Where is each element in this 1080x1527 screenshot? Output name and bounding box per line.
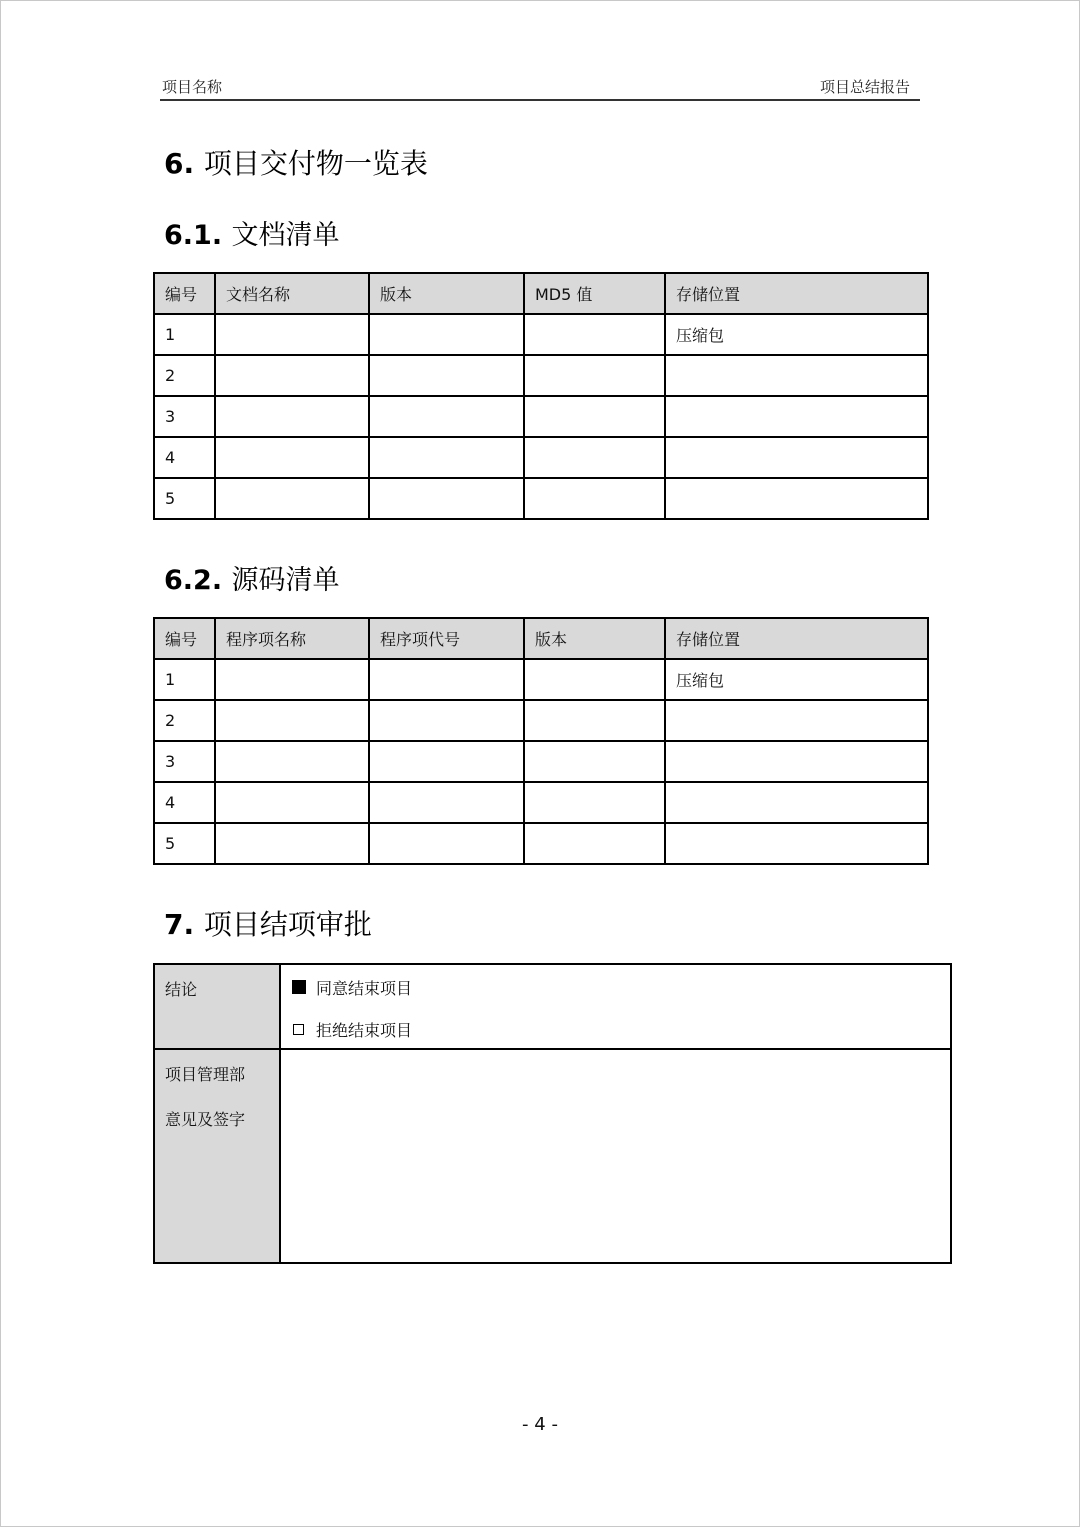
table-cell[interactable]: 压缩包 bbox=[665, 659, 928, 700]
source-list-body bbox=[154, 618, 928, 864]
table-cell[interactable] bbox=[215, 314, 369, 355]
table-cell[interactable] bbox=[524, 659, 665, 700]
approval-table bbox=[153, 963, 952, 1264]
table-row bbox=[154, 659, 928, 700]
table-cell: 3 bbox=[154, 396, 215, 437]
table-cell[interactable] bbox=[215, 741, 369, 782]
column-header: 编号 bbox=[154, 273, 215, 314]
table-cell[interactable] bbox=[369, 741, 524, 782]
table-cell: 1 bbox=[154, 659, 215, 700]
document-list-body bbox=[154, 273, 928, 519]
table-cell[interactable] bbox=[215, 396, 369, 437]
header-project-name: 项目名称 bbox=[162, 78, 223, 96]
table-cell[interactable] bbox=[524, 437, 665, 478]
table-cell[interactable] bbox=[665, 437, 928, 478]
table-cell[interactable] bbox=[665, 355, 928, 396]
column-header: 存储位置 bbox=[665, 273, 928, 314]
column-header: 文档名称 bbox=[215, 273, 369, 314]
option-agree-label: 同意结束项目 bbox=[316, 978, 413, 998]
table-cell: 3 bbox=[154, 741, 215, 782]
table-row bbox=[154, 396, 928, 437]
table-cell[interactable] bbox=[665, 478, 928, 519]
column-header: 程序项名称 bbox=[215, 618, 369, 659]
table-cell[interactable] bbox=[215, 823, 369, 864]
section-6-2-number: 6.2. bbox=[164, 565, 223, 596]
section-6-1-heading bbox=[164, 213, 340, 252]
table-cell[interactable] bbox=[524, 741, 665, 782]
table-row bbox=[154, 314, 928, 355]
conclusion-label: 结论 bbox=[154, 964, 280, 1049]
table-cell: 4 bbox=[154, 437, 215, 478]
table-cell[interactable] bbox=[369, 437, 524, 478]
table-header-row bbox=[154, 273, 928, 314]
table-cell: 5 bbox=[154, 823, 215, 864]
page-number: - 4 - bbox=[522, 1414, 558, 1435]
table-cell[interactable] bbox=[369, 314, 524, 355]
checkbox-checked-icon[interactable] bbox=[292, 980, 306, 994]
table-cell: 1 bbox=[154, 314, 215, 355]
section-6-1-number: 6.1. bbox=[164, 220, 223, 251]
table-cell: 2 bbox=[154, 700, 215, 741]
table-cell[interactable] bbox=[215, 782, 369, 823]
column-header: 存储位置 bbox=[665, 618, 928, 659]
column-header: 程序项代号 bbox=[369, 618, 524, 659]
table-cell[interactable] bbox=[665, 700, 928, 741]
document-list-table bbox=[153, 272, 929, 520]
table-cell[interactable] bbox=[215, 700, 369, 741]
option-agree[interactable] bbox=[292, 977, 949, 997]
opinion-label-line1: 项目管理部 bbox=[165, 1065, 246, 1084]
table-cell[interactable] bbox=[665, 782, 928, 823]
section-7-heading bbox=[164, 903, 372, 943]
table-row bbox=[154, 741, 928, 782]
opinion-signature-field[interactable] bbox=[280, 1049, 951, 1263]
column-header: 版本 bbox=[369, 273, 524, 314]
table-cell[interactable] bbox=[369, 823, 524, 864]
section-6-title: 项目交付物一览表 bbox=[203, 147, 428, 180]
table-row bbox=[154, 823, 928, 864]
section-6-2-title: 源码清单 bbox=[231, 565, 340, 596]
header-rule bbox=[160, 99, 920, 101]
table-cell[interactable] bbox=[524, 314, 665, 355]
table-cell: 5 bbox=[154, 478, 215, 519]
table-cell[interactable]: 压缩包 bbox=[665, 314, 928, 355]
table-cell[interactable] bbox=[665, 741, 928, 782]
table-cell[interactable] bbox=[524, 355, 665, 396]
section-6-2-heading bbox=[164, 558, 340, 597]
table-cell[interactable] bbox=[215, 478, 369, 519]
table-cell[interactable] bbox=[369, 478, 524, 519]
table-cell[interactable] bbox=[215, 659, 369, 700]
table-cell[interactable] bbox=[369, 659, 524, 700]
opinion-label bbox=[154, 1049, 280, 1263]
table-cell[interactable] bbox=[369, 782, 524, 823]
section-6-number: 6. bbox=[164, 147, 195, 180]
table-row bbox=[154, 700, 928, 741]
table-cell[interactable] bbox=[215, 355, 369, 396]
table-cell[interactable] bbox=[665, 823, 928, 864]
table-row bbox=[154, 355, 928, 396]
option-reject[interactable] bbox=[292, 1019, 949, 1039]
column-header: MD5 值 bbox=[524, 273, 665, 314]
table-cell[interactable] bbox=[369, 396, 524, 437]
table-cell[interactable] bbox=[369, 355, 524, 396]
checkbox-empty-icon[interactable] bbox=[293, 1024, 304, 1035]
table-cell[interactable] bbox=[524, 823, 665, 864]
table-header-row bbox=[154, 618, 928, 659]
table-cell: 4 bbox=[154, 782, 215, 823]
table-cell[interactable] bbox=[665, 396, 928, 437]
section-6-1-title: 文档清单 bbox=[231, 220, 340, 251]
table-cell[interactable] bbox=[524, 700, 665, 741]
option-reject-label: 拒绝结束项目 bbox=[316, 1020, 413, 1040]
section-6-heading bbox=[164, 142, 428, 182]
table-cell: 2 bbox=[154, 355, 215, 396]
section-7-number: 7. bbox=[164, 908, 195, 941]
table-cell[interactable] bbox=[524, 396, 665, 437]
table-row bbox=[154, 782, 928, 823]
source-list-table bbox=[153, 617, 929, 865]
section-7-title: 项目结项审批 bbox=[203, 908, 372, 941]
column-header: 编号 bbox=[154, 618, 215, 659]
table-cell[interactable] bbox=[524, 782, 665, 823]
table-cell[interactable] bbox=[215, 437, 369, 478]
column-header: 版本 bbox=[524, 618, 665, 659]
opinion-label-line2: 意见及签字 bbox=[165, 1110, 246, 1129]
table-row bbox=[154, 437, 928, 478]
conclusion-options bbox=[280, 964, 951, 1049]
header-report-title: 项目总结报告 bbox=[819, 78, 910, 96]
table-cell[interactable] bbox=[369, 700, 524, 741]
table-row bbox=[154, 478, 928, 519]
table-cell[interactable] bbox=[524, 478, 665, 519]
